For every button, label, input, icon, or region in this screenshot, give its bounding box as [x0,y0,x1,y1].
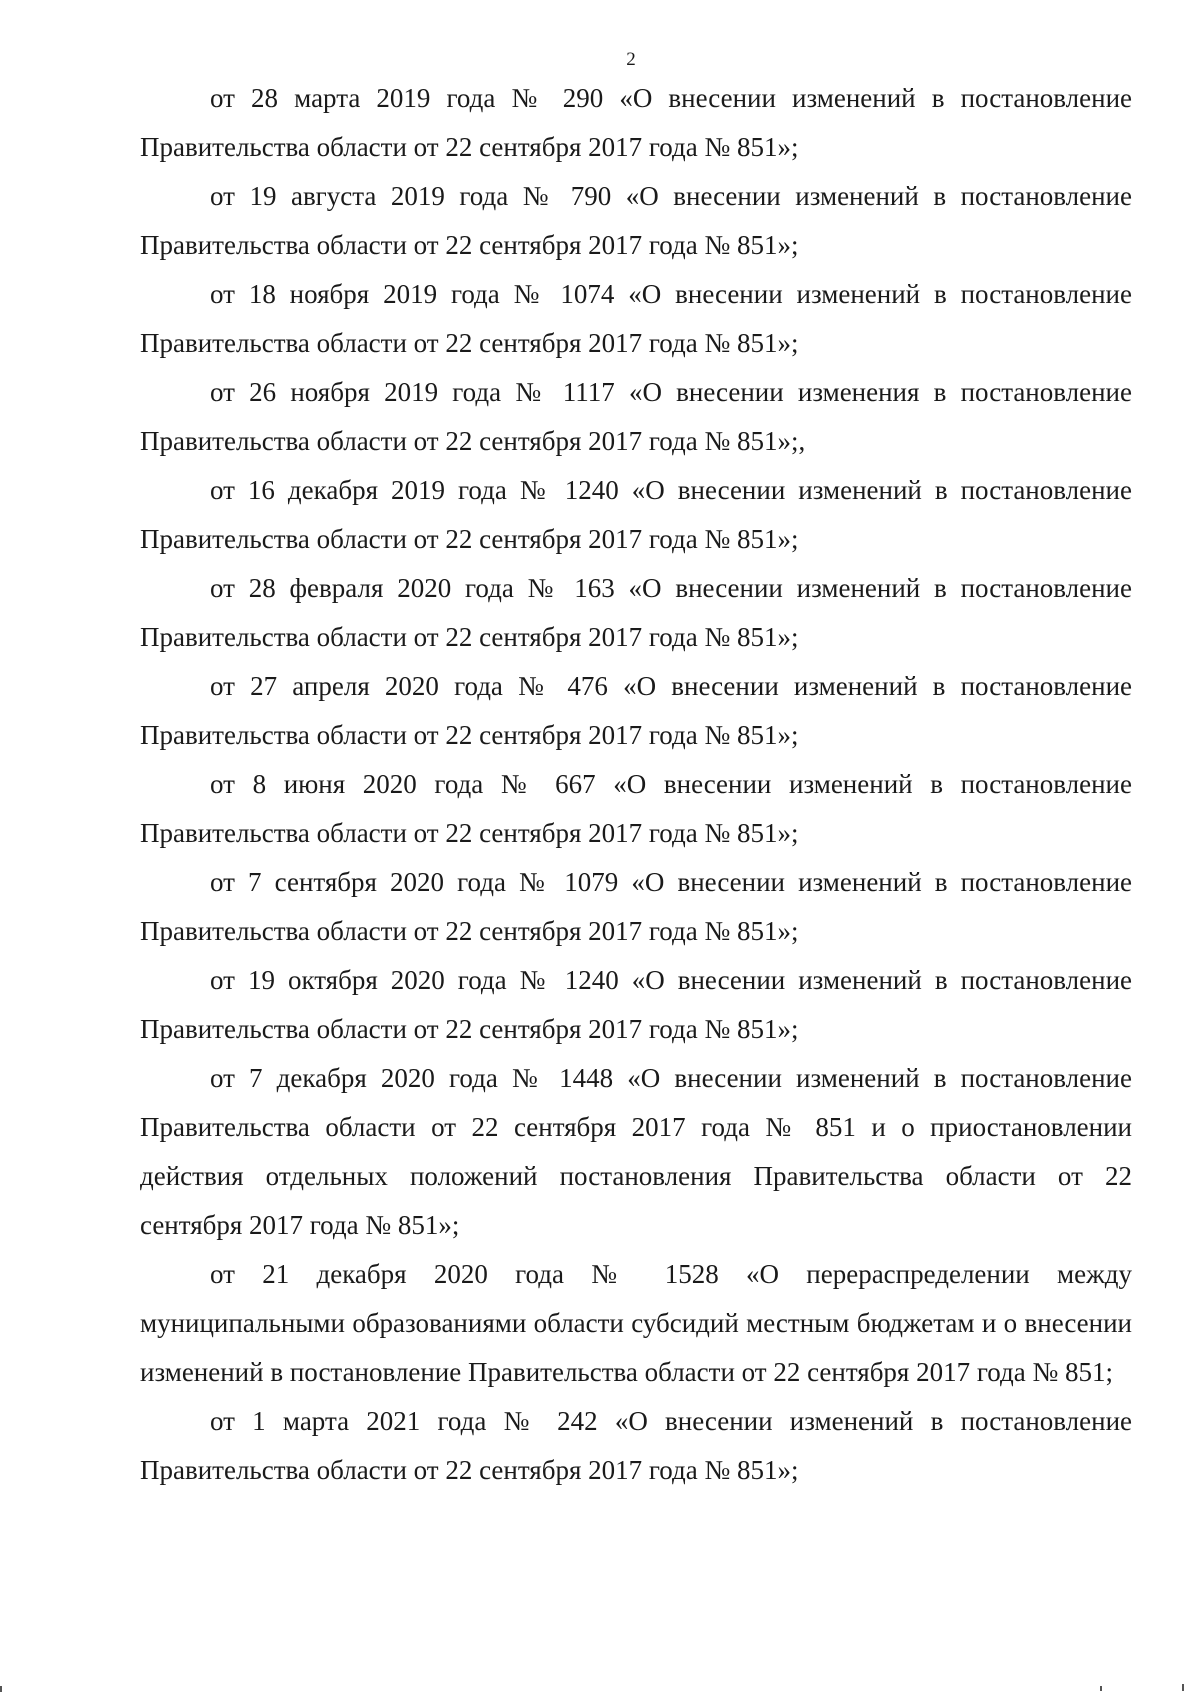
list-item: от 26 ноября 2019 года № 1117 «О внесении изменения в постановление Правительства области от 22 сентября 2017 года № 851»;, [140,377,1132,456]
scan-speck [1182,1684,1184,1691]
list-item: от 19 августа 2019 года № 790 «О внесении изменений в постановление Правительства области от 22 сентября 2017 года № 851»; [140,181,1132,260]
list-item: от 1 марта 2021 года № 242 «О внесении изменений в постановление Правительства области от 22 сентября 2017 года № 851»; [140,1406,1132,1485]
list-item: от 8 июня 2020 года № 667 «О внесении изменений в постановление Правительства области от 22 сентября 2017 года № 851»; [140,769,1132,848]
scan-speck [0,1686,2,1692]
list-item: от 7 декабря 2020 года № 1448 «О внесении изменений в постановление Правительства области от 22 сентября 2017 года № 851 и о приостановлении действия отдельных положений постановления Правительства области от 22 сентября 2017 года № 851»; [140,1063,1132,1240]
amendment-list [140,74,1132,1495]
list-item: от 18 ноября 2019 года № 1074 «О внесении изменений в постановление Правительства области от 22 сентября 2017 года № 851»; [140,279,1132,358]
list-item: от 28 марта 2019 года № 290 «О внесении изменений в постановление Правительства области от 22 сентября 2017 года № 851»; [140,83,1132,162]
list-item: от 7 сентября 2020 года № 1079 «О внесении изменений в постановление Правительства области от 22 сентября 2017 года № 851»; [140,867,1132,946]
list-item: от 19 октября 2020 года № 1240 «О внесении изменений в постановление Правительства области от 22 сентября 2017 года № 851»; [140,965,1132,1044]
list-item: от 21 декабря 2020 года № 1528 «О перераспределении между муниципальными образованиями области субсидий местным бюджетам и о внесении изменений в постановление Правительства области от 22 сентября 2017 года № 851; [140,1259,1132,1387]
list-item: от 16 декабря 2019 года № 1240 «О внесении изменений в постановление Правительства области от 22 сентября 2017 года № 851»; [140,475,1132,554]
page-number: 2 [626,49,636,70]
list-item: от 27 апреля 2020 года № 476 «О внесении изменений в постановление Правительства области от 22 сентября 2017 года № 851»; [140,671,1132,750]
list-item: от 28 февраля 2020 года № 163 «О внесении изменений в постановление Правительства области от 22 сентября 2017 года № 851»; [140,573,1132,652]
scan-speck [1100,1686,1102,1691]
